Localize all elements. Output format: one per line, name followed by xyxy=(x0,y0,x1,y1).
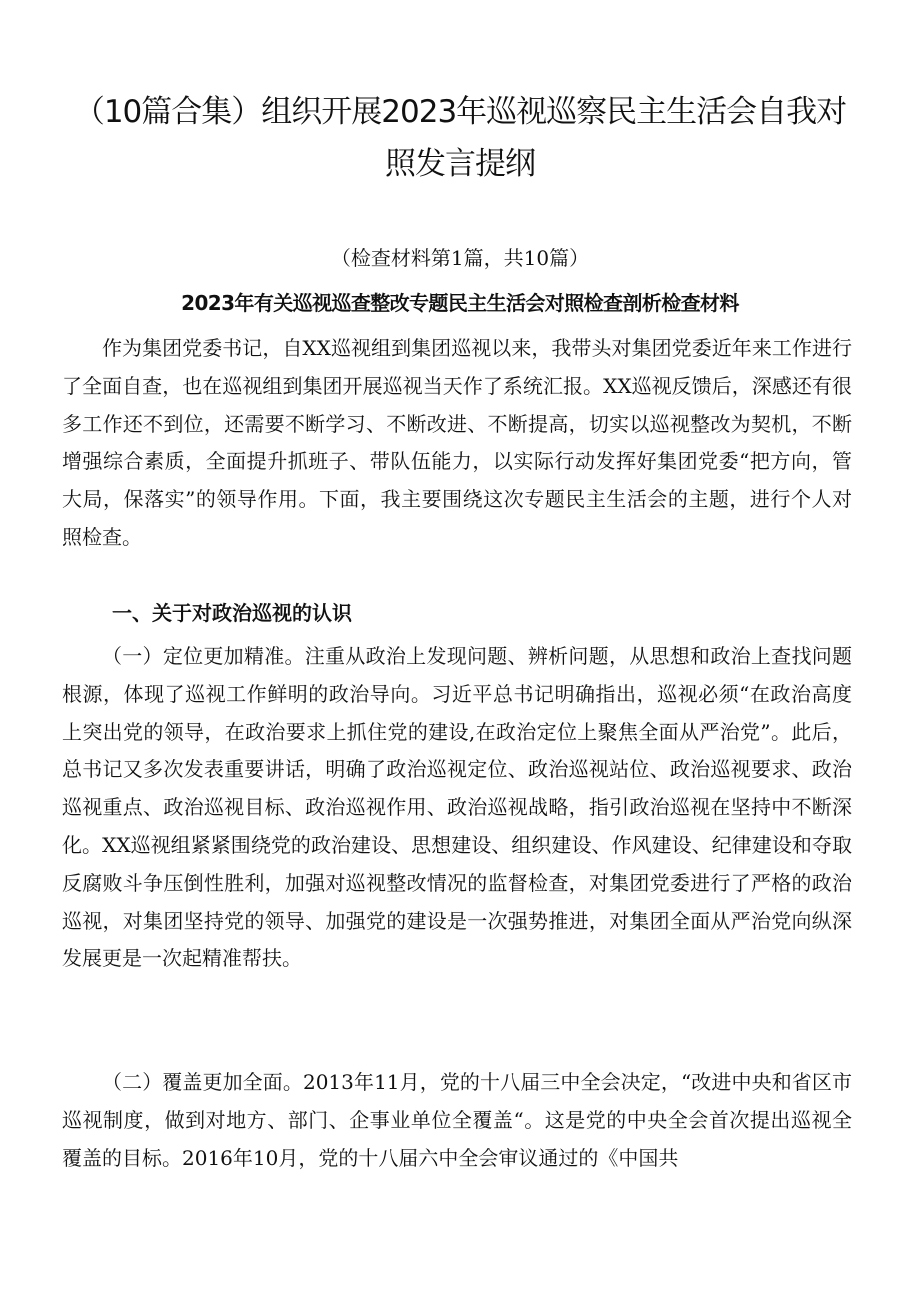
document-subtitle: （检查材料第1篇，共10篇） xyxy=(330,246,590,270)
document-title: （10篇合集）组织开展2023年巡视巡察民主生活会自我对照发言提纲 xyxy=(73,94,847,182)
section-title: 2023年有关巡视巡查整改专题民主生活会对照检查剖析检查材料 xyxy=(181,291,739,315)
intro-paragraph: 作为集团党委书记，自XX巡视组到集团巡视以来，我带头对集团党委近年来工作进行了全面自查，也在巡视组到集团开展巡视当天作了系统汇报。XX巡视反馈后，深感还有很多工作还不到位，还需要不断学习、不断改进、不断提高，切实以巡视整改为契机，不断增强综合素质，全面提升抓班子、带队伍能力，以实际行动发挥好集团党委“把方向，管大局，保落实”的领导作用。下面，我主要围绕这次专题民主生活会的主题，进行个人对照检查。 xyxy=(62,336,852,549)
point-1-paragraph: （一）定位更加精准。注重从政治上发现问题、辨析问题，从思想和政治上查找问题根源，体现了巡视工作鲜明的政治导向。习近平总书记明确指出，巡视必须“在政治高度上突出党的领导，在政治要求上抓住党的建设,在政治定位上聚焦全面从严治党”。此后，总书记又多次发表重要讲话，明确了政治巡视定位、政治巡视站位、政治巡视要求、政治巡视重点、政治巡视目标、政治巡视作用、政治巡视战略，指引政治巡视在坚持中不断深化。XX巡视组紧紧围绕党的政治建设、思想建设、组织建设、作风建设、纪律建设和夺取反腐败斗争压倒性胜利，加强对巡视整改情况的监督检查，对集团党委进行了严格的政治巡视，对集团坚持党的领导、加强党的建设是一次强势推进，对集团全面从严治党向纵深发展更是一次起精准帮扶。 xyxy=(62,644,852,971)
point-2-paragraph: （二）覆盖更加全面。2013年11月，党的十八届三中全会决定，“改进中央和省区市巡视制度，做到对地方、部门、企事业单位全覆盖“。这是党的中央全会首次提出巡视全覆盖的目标。2016年10月，党的十八届六中全会审议通过的《中国共 xyxy=(62,1070,852,1170)
heading-political-inspection: 一、关于对政治巡视的认识 xyxy=(112,601,352,625)
